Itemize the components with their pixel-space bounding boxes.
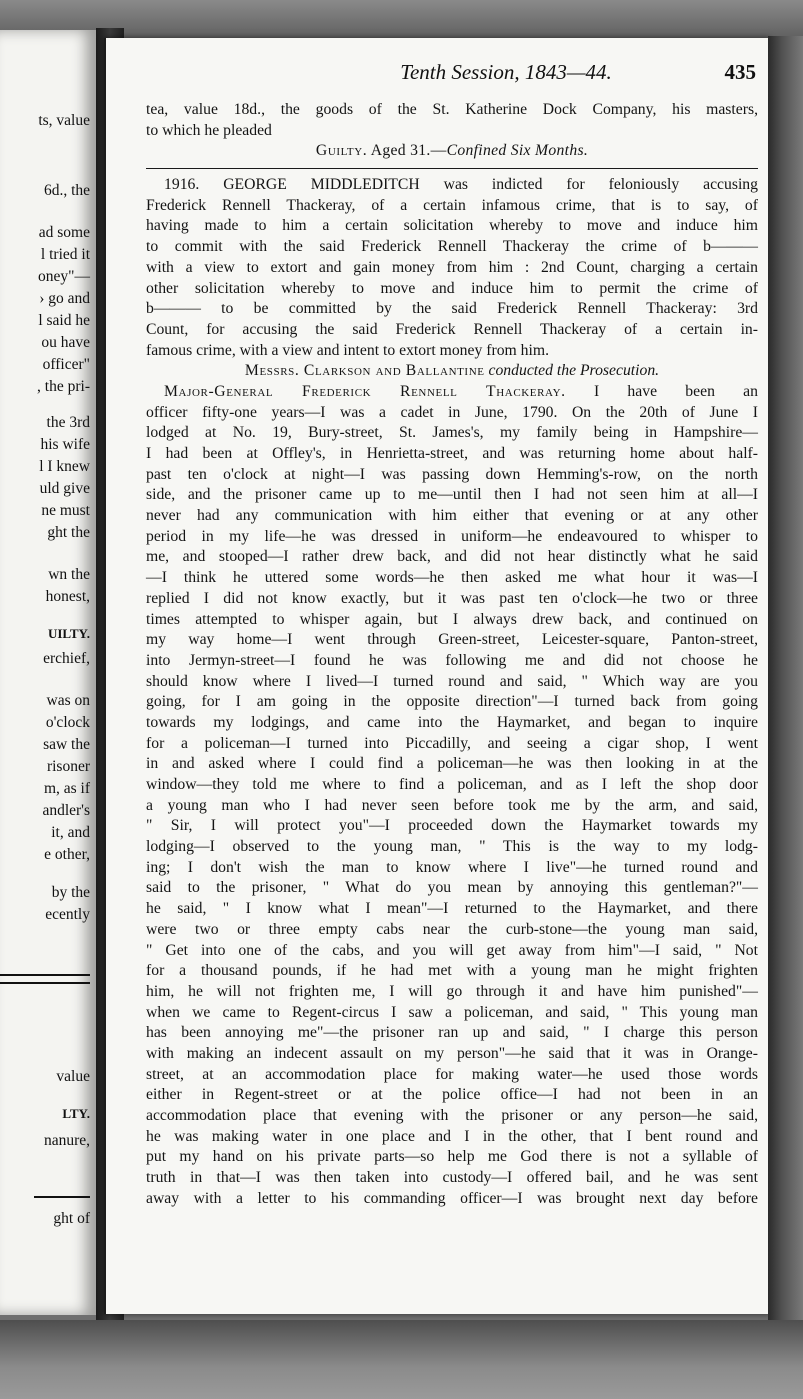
previous-case-tail [146,100,758,141]
left-fragment: UILTY. [47,626,90,641]
text-line: me, and stooped—I rather drew back, and did not hear distinctly what he said [146,548,758,566]
running-title: Tenth Session, 1843—44. [400,60,612,84]
text-line: should know where I lived—I turned round and said, " Which way are you [146,672,758,690]
text-line: with a view to extort and gain money from him : 2nd Count, charging a certain [146,258,758,276]
text-line: famous crime, with a view and intent to extort money from him. [146,341,549,359]
left-fragment: l I knew [39,458,90,475]
text-line: has been annoying me"—the prisoner ran up and said, " I charge this person [146,1024,758,1042]
page-number: 435 [724,60,756,84]
left-fragment: o'clock [45,714,90,731]
text-line: window—they told me where to find a policeman, and as I left the shop door [146,776,758,794]
text-line: my way home—I went through Green-street, Leicester-square, Panton-street, [146,631,758,649]
text-line: accommodation place that evening with the prisoner or any person—he said, [146,1107,758,1125]
text-line: —I think he uttered some words—he then asked me what hour it was—I [146,569,758,587]
text-line: in and asked where I could find a policeman—he was then looking in at the [146,755,758,773]
left-fragment: saw the [43,736,90,753]
text-line: tea, value 18d., the goods of the St. Katherine Dock Company, his masters, [146,101,758,118]
counsel-names: Messrs. Clarkson and Ballantine [244,362,485,380]
text-line: past ten o'clock at night—I was passing down Hemming's-row, on the north [146,465,758,483]
text-line: to which he pleaded [146,121,272,139]
text-line: a young man who I had never seen before took me by the arm, and said, [146,796,758,814]
left-fragment: ne must [41,502,90,519]
text-line: b——— to be committed by the said Frederick Rennell Thackeray: 3rd [146,300,758,318]
text-line: he was making water in one place and I in the other, that I bent round and [146,1127,758,1145]
case-divider [146,168,758,169]
text-line: " Get into one of the cabs, and you will get away from him"—I said, " Not [146,941,758,959]
background-bottom [0,1320,803,1399]
text-line: ing; I don't wish the man to know where I live"—he turned round and [146,858,758,876]
text-line: put my hand on his private parts—so help me God there is not a syllable of [146,1148,758,1166]
left-fragment: › go and [39,290,90,307]
left-fragment: wn the [48,566,90,583]
verdict-label: Guilty. [315,142,368,160]
text-line: truth in that—I was then taken into custody—I offered bail, and he was sent [146,1169,758,1187]
text-line: Frederick Rennell Thackeray, of a certain infamous crime, that is to say, of [146,196,758,214]
left-fragment: it, and [51,824,90,841]
left-fragment: uld give [39,480,90,497]
left-fragment: nanure, [43,1132,90,1149]
left-fragment: the 3rd [46,414,90,431]
counsel-action: conducted the Prosecution. [488,362,660,380]
left-fragment: oney"— [38,268,90,285]
right-page-edge [768,36,803,1320]
left-fragment: m, as if [43,780,90,797]
left-fragment: his wife [40,436,90,453]
left-fragment: erchief, [43,650,90,667]
text-line: going, for I am going in the opposite direction"—I turned back from going [146,693,758,711]
text-line: into Jermyn-street—I found he was following me and did not choose he [146,651,758,669]
testimony-first-line [146,382,758,403]
left-fragment: honest, [45,588,90,605]
text-line: times attempted to whisper again, but I always drew back, and continued on [146,610,758,628]
testimony-opening: I have been an [593,382,758,400]
left-fragment: by the [51,884,90,901]
left-fragment: 6d., the [43,182,90,199]
left-fragment: l said he [38,312,90,329]
left-fragment: , the pri- [37,378,90,395]
page-header [140,60,762,90]
text-line: lodging—I observed to the young man, " This is the way to my lodg- [146,838,758,856]
left-fragment: ou have [41,334,90,351]
left-fragment: ts, value [38,112,90,129]
left-fragment: andler's [42,802,90,819]
left-fragment: officer" [42,356,90,373]
text-line: when we came to Regent-circus I saw a policeman, and said, " This young man [146,1003,758,1021]
text-line: never had any communication with him either that evening or at any other [146,507,758,525]
left-page-edge [0,30,99,1315]
text-line: replied I did not know exactly, but it was past ten o'clock—he two or three [146,589,758,607]
text-line: side, and the prisoner came up to me—until then I had not seen him at all—I [146,486,758,504]
text-line: " Sir, I will protect you"—I proceeded down the Haymarket towards my [146,817,758,835]
indictment [146,175,758,361]
left-fragment: ght the [47,524,90,541]
text-line: I had been at Offley's, in Henrietta-street, and was returning home about half- [146,445,758,463]
left-rule [34,1196,90,1198]
left-fragment: e other, [44,846,90,863]
left-fragment: ad some [38,224,90,241]
text-line: Count, for accusing the said Frederick Rennell Thackeray of a certain in- [146,320,758,338]
witness-name: Major-General Frederick Rennell Thackeray. [164,382,566,400]
text-line: for a thousand pounds, if he had met with a young man he might frighten [146,962,758,980]
verdict-sentence: Confined Six Months. [446,142,589,160]
text-line: with making an indecent assault on my person"—he said that it was in Orange- [146,1044,758,1062]
text-line: period in my life—he was dressed in uniform—he endeavoured to whisper to [146,527,758,545]
text-line: 1916. GEORGE MIDDLEDITCH was indicted for feloniously accusing [164,176,758,194]
left-fragment: LTY. [62,1106,90,1121]
text-line: said to the prisoner, " What do you mean by annoying this gentleman?"— [146,879,758,897]
main-page [104,38,770,1314]
verdict-age: Aged 31.— [370,142,447,160]
left-rule [0,974,90,976]
counsel-line [146,361,758,382]
text-line: were two or three empty cabs near the curb-stone—the young man said, [146,920,758,938]
text-line: officer fifty-one years—I was a cadet in June, 1790. On the 20th of June I [146,403,758,421]
left-rule [0,982,90,984]
text-line: street, at an accommodation place for making water—he used those words [146,1065,758,1083]
left-fragment: was on [46,692,90,709]
left-fragment: l tried it [40,246,90,263]
text-line: lodged at No. 19, Bury-street, St. James's, my family being in Hampshire— [146,424,758,442]
text-line: either in Regent-street or at the police office—I had not been in an [146,1086,758,1104]
verdict [146,141,758,162]
left-fragment: value [56,1068,90,1085]
text-line: for a policeman—I turned into Piccadilly, and seeing a cigar shop, I went [146,734,758,752]
text-line: away with a letter to his commanding officer—I was brought next day before [146,1189,758,1207]
left-fragment: risoner [46,758,90,775]
testimony [146,382,758,1210]
left-fragment: ght of [53,1210,90,1227]
text-line: having made to him a certain solicitation whereby to move and induce him [146,217,758,235]
left-fragment: ecently [45,906,90,923]
text-line: him, he will not frighten me, I will go through it and have him punished"— [146,982,758,1000]
text-line: to commit with the said Frederick Rennell Thackeray the crime of b——— [146,238,758,256]
page-content [146,100,758,1209]
text-line: towards my lodgings, and came into the Haymarket, and began to inquire [146,713,758,731]
text-line: other solicitation whereby to move and induce him to permit the crime of [146,279,758,297]
text-line: he said, " I know what I mean"—I returned to the Haymarket, and there [146,900,758,918]
